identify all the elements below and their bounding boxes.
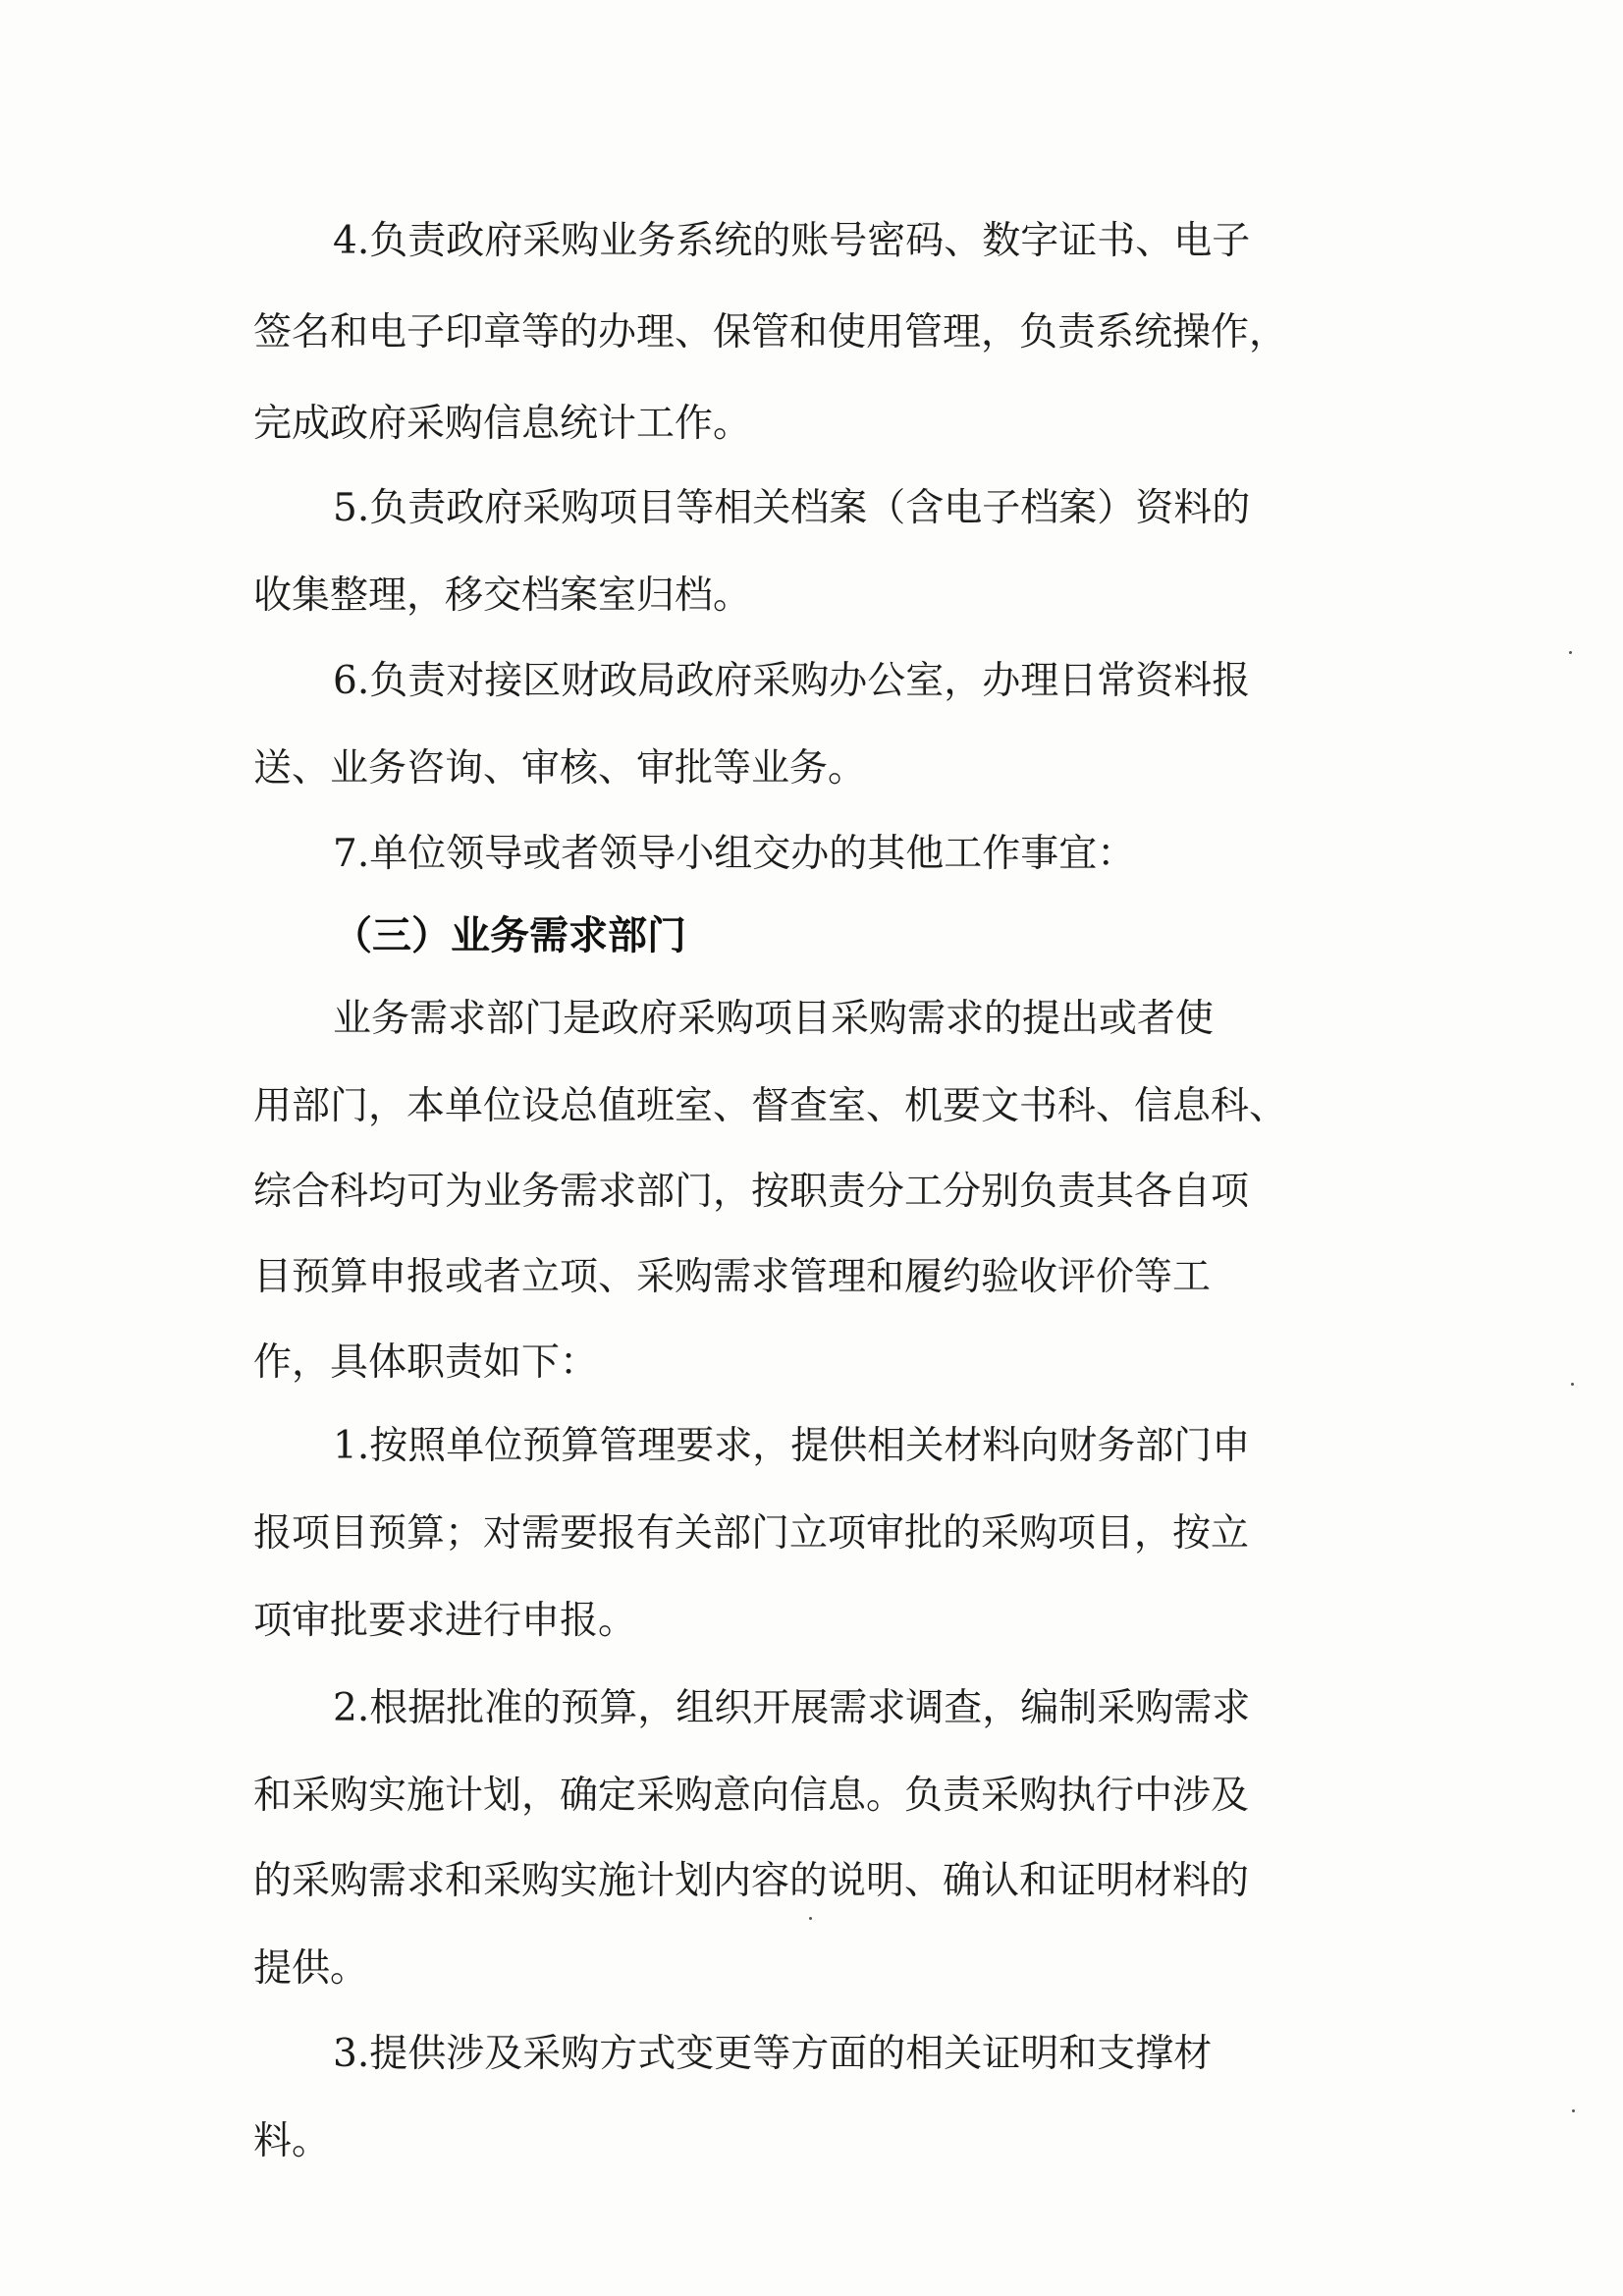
intro-line-5: 作，具体职责如下： <box>253 1340 599 1385</box>
duty-2-line-2: 和采购实施计划，确定采购意向信息。负责采购执行中涉及 <box>253 1774 1250 1818</box>
item-6-line-2: 送、业务咨询、审核、审批等业务。 <box>253 746 867 791</box>
section-heading: （三）业务需求部门 <box>333 913 686 958</box>
scan-speck <box>1571 1383 1574 1386</box>
duty-2-line-1: 2.根据批准的预算，组织开展需求调查，编制采购需求 <box>333 1686 1251 1730</box>
duty-1-line-1: 1.按照单位预算管理要求，提供相关材料向财务部门申 <box>333 1424 1251 1468</box>
item-6-line-1: 6.负责对接区财政局政府采购办公室，办理日常资料报 <box>333 659 1251 703</box>
duty-2-line-3: 的采购需求和采购实施计划内容的说明、确认和证明材料的 <box>253 1859 1250 1903</box>
intro-line-4: 目预算申报或者立项、采购需求管理和履约验收评价等工 <box>253 1255 1212 1299</box>
scan-speck <box>1572 2109 1575 2112</box>
item-4-line-1: 4.负责政府采购业务系统的账号密码、数字证书、电子 <box>333 219 1251 263</box>
scan-speck <box>809 1917 812 1920</box>
duty-3-line-1: 3.提供涉及采购方式变更等方面的相关证明和支撑材 <box>333 2032 1213 2076</box>
item-4-line-2: 签名和电子印章等的办理、保管和使用管理，负责系统操作， <box>253 310 1288 355</box>
item-7-line-1: 7.单位领导或者领导小组交办的其他工作事宜： <box>333 832 1136 876</box>
item-4-line-3: 完成政府采购信息统计工作。 <box>253 402 752 446</box>
item-5-line-2: 收集整理，移交档案室归档。 <box>253 574 752 618</box>
item-5-line-1: 5.负责政府采购项目等相关档案（含电子档案）资料的 <box>333 486 1251 530</box>
intro-line-3: 综合科均可为业务需求部门，按职责分工分别负责其各自项 <box>253 1170 1250 1214</box>
duty-1-line-2: 报项目预算；对需要报有关部门立项审批的采购项目，按立 <box>253 1511 1250 1556</box>
intro-line-2: 用部门，本单位设总值班室、督查室、机要文书科、信息科、 <box>253 1084 1288 1128</box>
duty-2-line-4: 提供。 <box>253 1946 369 1991</box>
scan-speck <box>1569 651 1572 654</box>
duty-3-line-2: 料。 <box>253 2119 331 2163</box>
intro-line-1: 业务需求部门是政府采购项目采购需求的提出或者使 <box>333 997 1215 1041</box>
duty-1-line-3: 项审批要求进行申报。 <box>253 1599 637 1643</box>
